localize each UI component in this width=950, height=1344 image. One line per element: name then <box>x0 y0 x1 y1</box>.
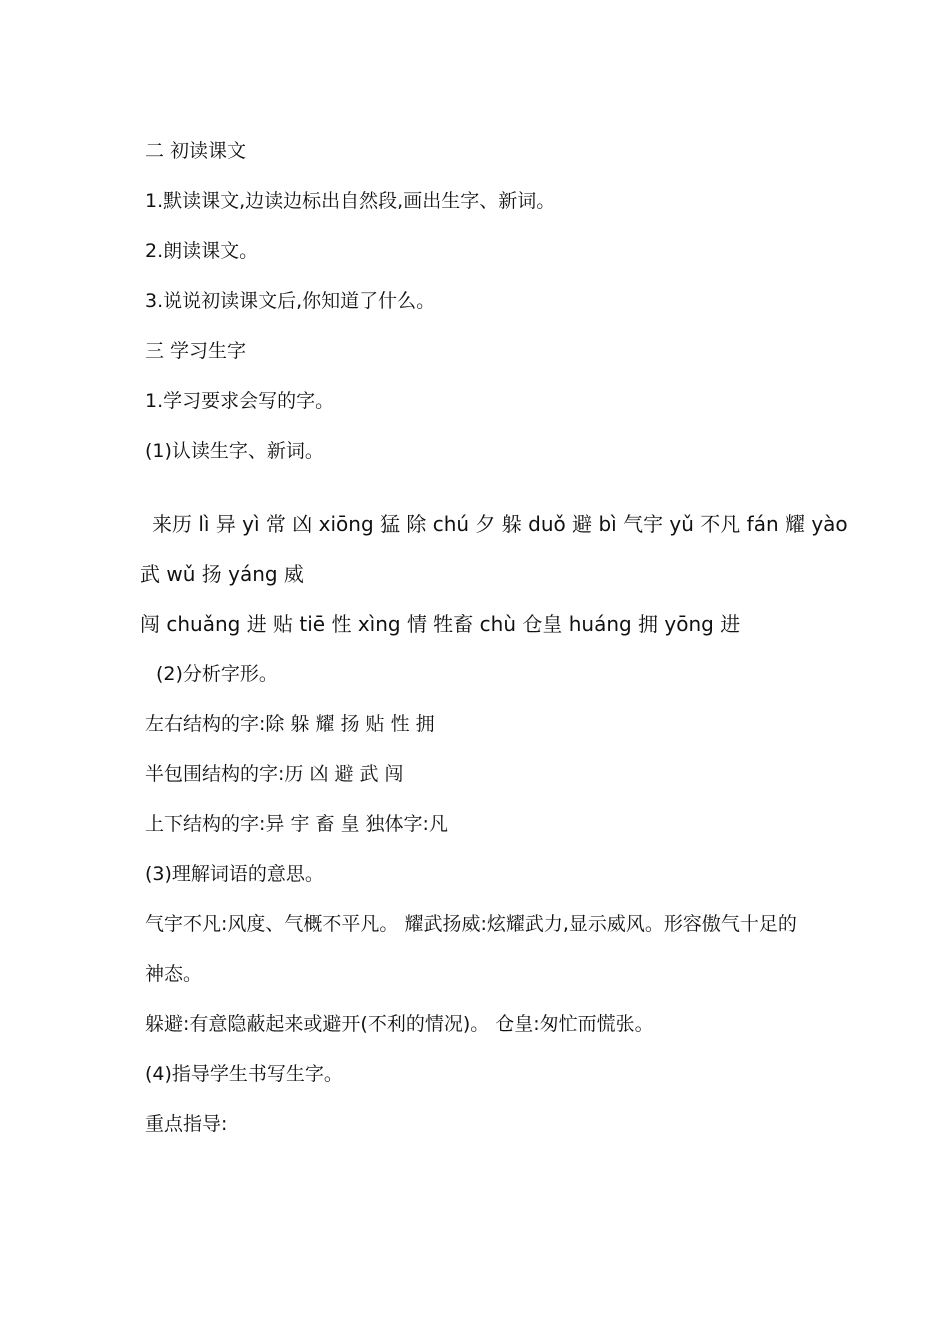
step-silent-reading: 1.默读课文,边读边标出自然段,画出生字、新词。 <box>145 190 556 212</box>
substep-guide-writing: (4)指导学生书写生字。 <box>145 1063 343 1085</box>
section-heading-learn-characters: 三 学习生字 <box>145 340 247 362</box>
section-heading-first-reading: 二 初读课文 <box>145 140 247 162</box>
meaning-line-1: 气宇不凡:风度、气概不平凡。 耀武扬威:炫耀武力,显示威风。形容傲气十足的 <box>145 913 797 935</box>
pinyin-line-3: 闯 chuǎng 进 贴 tiē 性 xìng 情 牲畜 chù 仓皇 huáng 拥 yōng 进 <box>140 612 741 636</box>
key-guidance: 重点指导: <box>145 1113 228 1135</box>
substep-analyze-shape: (2)分析字形。 <box>156 663 278 685</box>
top-bottom-structure: 上下结构的字:异 宇 畜 皇 独体字:凡 <box>145 813 448 835</box>
pinyin-line-1: 来历 lì 异 yì 常 凶 xiōng 猛 除 chú 夕 躲 duǒ 避 bì 气宇 yǔ 不凡 fán 耀 yào <box>152 512 848 536</box>
semi-enclosed-structure: 半包围结构的字:历 凶 避 武 闯 <box>145 763 404 785</box>
substep-understand-meaning: (3)理解词语的意思。 <box>145 863 324 885</box>
meaning-line-3: 躲避:有意隐蔽起来或避开(不利的情况)。 仓皇:匆忙而慌张。 <box>145 1013 654 1035</box>
step-read-aloud: 2.朗读课文。 <box>145 240 259 262</box>
substep-recognize-words: (1)认读生字、新词。 <box>145 440 324 462</box>
step-writing-requirement: 1.学习要求会写的字。 <box>145 390 335 412</box>
left-right-structure: 左右结构的字:除 躲 耀 扬 贴 性 拥 <box>145 713 435 735</box>
pinyin-line-2: 武 wǔ 扬 yáng 威 <box>140 562 304 586</box>
step-discuss: 3.说说初读课文后,你知道了什么。 <box>145 290 436 312</box>
meaning-line-2: 神态。 <box>145 963 203 985</box>
